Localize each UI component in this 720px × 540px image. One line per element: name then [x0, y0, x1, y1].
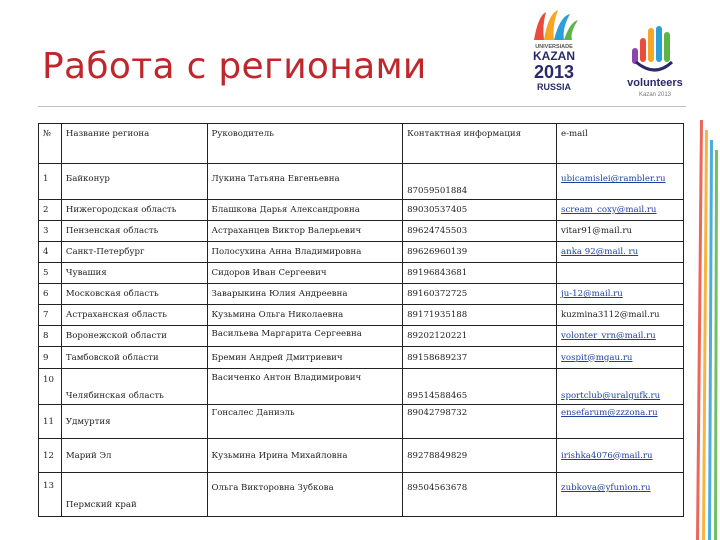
table-row	[39, 439, 684, 473]
header-contact: Контактная информация	[403, 124, 557, 164]
table-row	[39, 221, 684, 242]
header-region: Название региона	[61, 124, 207, 164]
row-phone: 89202120221	[407, 331, 468, 341]
universiade-line1: UNIVERSIADE	[535, 44, 573, 50]
row-email-link[interactable]: anka 92@mail. ru	[561, 247, 639, 257]
table-row	[39, 284, 684, 305]
row-region: Пермский край	[65, 500, 137, 510]
row-phone: 89171935188	[407, 310, 468, 320]
row-number: 2	[43, 205, 49, 215]
row-leader: Васиченко Антон Владимирович	[211, 373, 362, 383]
row-email: kuzmina3112@mail.ru	[561, 310, 660, 320]
row-phone: 89196843681	[407, 268, 468, 278]
header-number: №	[39, 124, 62, 164]
header-email: e-mail	[557, 124, 684, 164]
row-leader: Лукина Татьяна Евгеньевна	[211, 174, 340, 184]
row-region: Марий Эл	[65, 450, 112, 461]
table-row	[39, 326, 684, 347]
volunteers-hand-icon	[632, 26, 672, 70]
universiade-flame-icon	[534, 10, 578, 40]
row-region: Воронежской области	[65, 331, 167, 341]
volunteers-logo	[622, 16, 688, 100]
row-number: 10	[43, 375, 54, 385]
row-email-link[interactable]: volonter_vrn@mail.ru	[561, 331, 656, 341]
header-leader: Руководитель	[207, 124, 403, 164]
row-phone: 89158689237	[407, 352, 468, 363]
row-email-link[interactable]: sportclub@uralgufk.ru	[561, 391, 661, 401]
row-leader: Кузьмина Ирина Михайловна	[211, 450, 348, 461]
row-number: 1	[43, 174, 49, 184]
table-row	[39, 369, 684, 405]
regions-table	[38, 123, 684, 517]
row-email-link[interactable]: vospit@mgau.ru	[561, 352, 633, 363]
volunteers-line1: volunteers	[627, 77, 683, 89]
row-number: 8	[43, 331, 49, 341]
row-phone: 89030537405	[407, 205, 468, 215]
row-region: Астраханская область	[65, 310, 167, 320]
row-leader: Полосухина Анна Владимировна	[211, 247, 362, 257]
row-number: 7	[43, 310, 49, 320]
universiade-line2: KAZAN	[533, 49, 575, 63]
row-number: 5	[43, 268, 49, 278]
universiade-line4: RUSSIA	[536, 82, 572, 92]
row-phone: 89160372725	[407, 289, 468, 299]
table-row	[39, 473, 684, 517]
title-divider	[38, 106, 686, 107]
row-email: vitar91@mail.ru	[561, 226, 633, 236]
row-region: Удмуртия	[65, 416, 111, 427]
row-region: Байконур	[65, 174, 110, 184]
row-email-link[interactable]: irishka4076@mail.ru	[561, 450, 653, 461]
row-leader: Бремин Андрей Дмитриевич	[211, 352, 343, 363]
row-email-link[interactable]: ensefarum@zzzona.ru	[561, 408, 658, 418]
universiade-logo	[524, 10, 584, 98]
row-region: Чувашия	[65, 268, 107, 278]
row-phone: 89624745503	[407, 226, 468, 236]
row-region: Нижегородская область	[65, 205, 177, 215]
row-leader: Кузьмина Ольга Николаевна	[211, 310, 344, 320]
table-row	[39, 164, 684, 200]
volunteers-line2: Kazan 2013	[638, 92, 672, 98]
row-number: 4	[43, 247, 49, 257]
row-leader: Васильева Маргарита Сергеевна	[211, 329, 362, 339]
page-title: Работа с регионами	[42, 46, 427, 87]
table-row	[39, 305, 684, 326]
row-number: 13	[43, 481, 54, 491]
row-region: Московская область	[65, 289, 159, 299]
row-phone: 89626960139	[407, 247, 468, 257]
row-email-link[interactable]: scream_coxy@mail.ru	[561, 205, 657, 215]
row-phone: 89504563678	[407, 483, 468, 493]
row-leader: Астраханцев Виктор Валерьевич	[211, 226, 362, 236]
row-phone: 87059501884	[407, 186, 468, 196]
universiade-line3: 2013	[533, 62, 575, 82]
row-leader: Ольга Викторовна Зубкова	[211, 483, 334, 493]
decorative-stripes	[694, 120, 720, 540]
row-number: 12	[43, 450, 54, 461]
row-region: Тамбовской области	[65, 352, 159, 363]
row-number: 9	[43, 352, 49, 363]
table-header-row	[39, 124, 684, 164]
row-email-link[interactable]: ubicamislei@rambler.ru	[561, 174, 666, 184]
row-region: Пензенская область	[65, 226, 159, 236]
row-region: Санкт-Петербург	[65, 247, 145, 257]
row-email-link[interactable]: ju-12@mail.ru	[561, 289, 623, 299]
row-number: 3	[43, 226, 49, 236]
table-row	[39, 263, 684, 284]
row-leader: Гонсалес Даниэль	[211, 408, 295, 418]
row-email-link[interactable]: zubkova@yfunion.ru	[561, 483, 651, 493]
row-phone: 89278849829	[407, 450, 468, 461]
row-phone: 89514588465	[407, 391, 468, 401]
table-row	[39, 242, 684, 263]
row-number: 6	[43, 289, 49, 299]
row-leader: Блашкова Дарья Александровна	[211, 205, 360, 215]
row-number: 11	[43, 416, 54, 427]
row-region: Челябинская область	[65, 391, 164, 401]
row-leader: Заварыкина Юлия Андреевна	[211, 289, 348, 299]
table-row	[39, 200, 684, 221]
row-leader: Сидоров Иван Сергеевич	[211, 268, 327, 278]
row-phone: 89042798732	[407, 408, 468, 418]
table-row	[39, 347, 684, 369]
table-row	[39, 405, 684, 439]
